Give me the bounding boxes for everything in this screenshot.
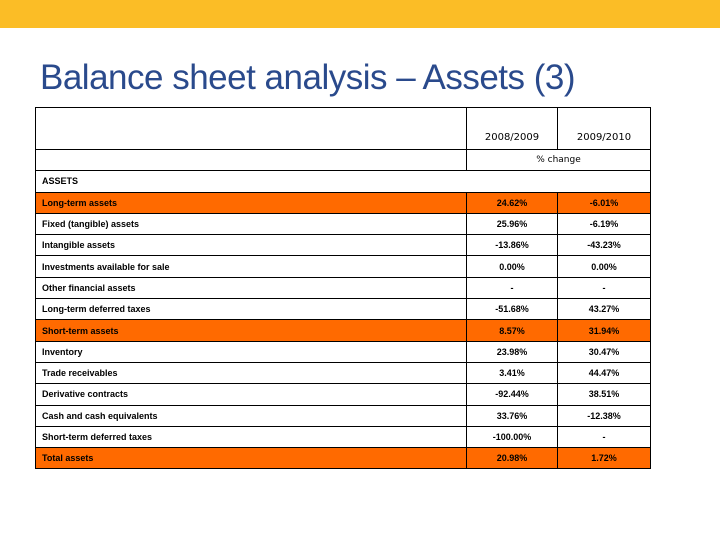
row-label: Cash and cash equivalents bbox=[36, 405, 467, 426]
table-row bbox=[36, 235, 651, 256]
row-value-2008-2009: 0.00% bbox=[467, 256, 558, 277]
row-value-2008-2009: 23.98% bbox=[467, 341, 558, 362]
row-value-2008-2009: - bbox=[467, 277, 558, 298]
row-value-2009-2010: 43.27% bbox=[558, 299, 651, 320]
row-value-2009-2010: -6.19% bbox=[558, 213, 651, 234]
row-value-2008-2009: -92.44% bbox=[467, 384, 558, 405]
row-value-2008-2009: 8.57% bbox=[467, 320, 558, 341]
row-label: Intangible assets bbox=[36, 235, 467, 256]
row-value-2008-2009: 25.96% bbox=[467, 213, 558, 234]
row-value-2009-2010: 30.47% bbox=[558, 341, 651, 362]
row-value-2009-2010: 0.00% bbox=[558, 256, 651, 277]
table-subheader-row bbox=[36, 150, 651, 171]
section-row bbox=[36, 171, 651, 192]
section-label-assets: ASSETS bbox=[36, 171, 651, 192]
table-row bbox=[36, 341, 651, 362]
row-label: Short-term deferred taxes bbox=[36, 426, 467, 447]
row-label: Other financial assets bbox=[36, 277, 467, 298]
table-row bbox=[36, 299, 651, 320]
table-row bbox=[36, 384, 651, 405]
row-label: Total assets bbox=[36, 448, 467, 469]
row-value-2009-2010: -6.01% bbox=[558, 192, 651, 213]
subheader-label-cell bbox=[36, 150, 467, 171]
row-label: Investments available for sale bbox=[36, 256, 467, 277]
row-value-2008-2009: -51.68% bbox=[467, 299, 558, 320]
row-value-2008-2009: -100.00% bbox=[467, 426, 558, 447]
balance-sheet-table bbox=[35, 107, 651, 469]
table-row-highlighted bbox=[36, 320, 651, 341]
row-label: Derivative contracts bbox=[36, 384, 467, 405]
header-year-2009-2010: 2009/2010 bbox=[558, 108, 651, 150]
row-label: Inventory bbox=[36, 341, 467, 362]
slide-title: Balance sheet analysis – Assets (3) bbox=[40, 58, 576, 97]
percent-change-header: % change bbox=[467, 150, 651, 171]
table-row-highlighted bbox=[36, 448, 651, 469]
table-row bbox=[36, 256, 651, 277]
table-row-highlighted bbox=[36, 192, 651, 213]
table-row bbox=[36, 426, 651, 447]
row-label: Long-term assets bbox=[36, 192, 467, 213]
row-value-2009-2010: 31.94% bbox=[558, 320, 651, 341]
table-header-row bbox=[36, 108, 651, 150]
row-value-2009-2010: -12.38% bbox=[558, 405, 651, 426]
header-year-2008-2009: 2008/2009 bbox=[467, 108, 558, 150]
row-value-2008-2009: 33.76% bbox=[467, 405, 558, 426]
table-row bbox=[36, 362, 651, 383]
row-value-2009-2010: - bbox=[558, 277, 651, 298]
row-value-2009-2010: -43.23% bbox=[558, 235, 651, 256]
row-value-2008-2009: 24.62% bbox=[467, 192, 558, 213]
row-label: Fixed (tangible) assets bbox=[36, 213, 467, 234]
row-value-2009-2010: 44.47% bbox=[558, 362, 651, 383]
row-value-2009-2010: 1.72% bbox=[558, 448, 651, 469]
table-row bbox=[36, 405, 651, 426]
row-value-2009-2010: - bbox=[558, 426, 651, 447]
row-value-2008-2009: 3.41% bbox=[467, 362, 558, 383]
row-label: Long-term deferred taxes bbox=[36, 299, 467, 320]
row-label: Trade receivables bbox=[36, 362, 467, 383]
row-label: Short-term assets bbox=[36, 320, 467, 341]
top-accent-bar bbox=[0, 0, 720, 28]
header-label-cell bbox=[36, 108, 467, 150]
row-value-2008-2009: 20.98% bbox=[467, 448, 558, 469]
row-value-2009-2010: 38.51% bbox=[558, 384, 651, 405]
table-row bbox=[36, 277, 651, 298]
table-row bbox=[36, 213, 651, 234]
row-value-2008-2009: -13.86% bbox=[467, 235, 558, 256]
